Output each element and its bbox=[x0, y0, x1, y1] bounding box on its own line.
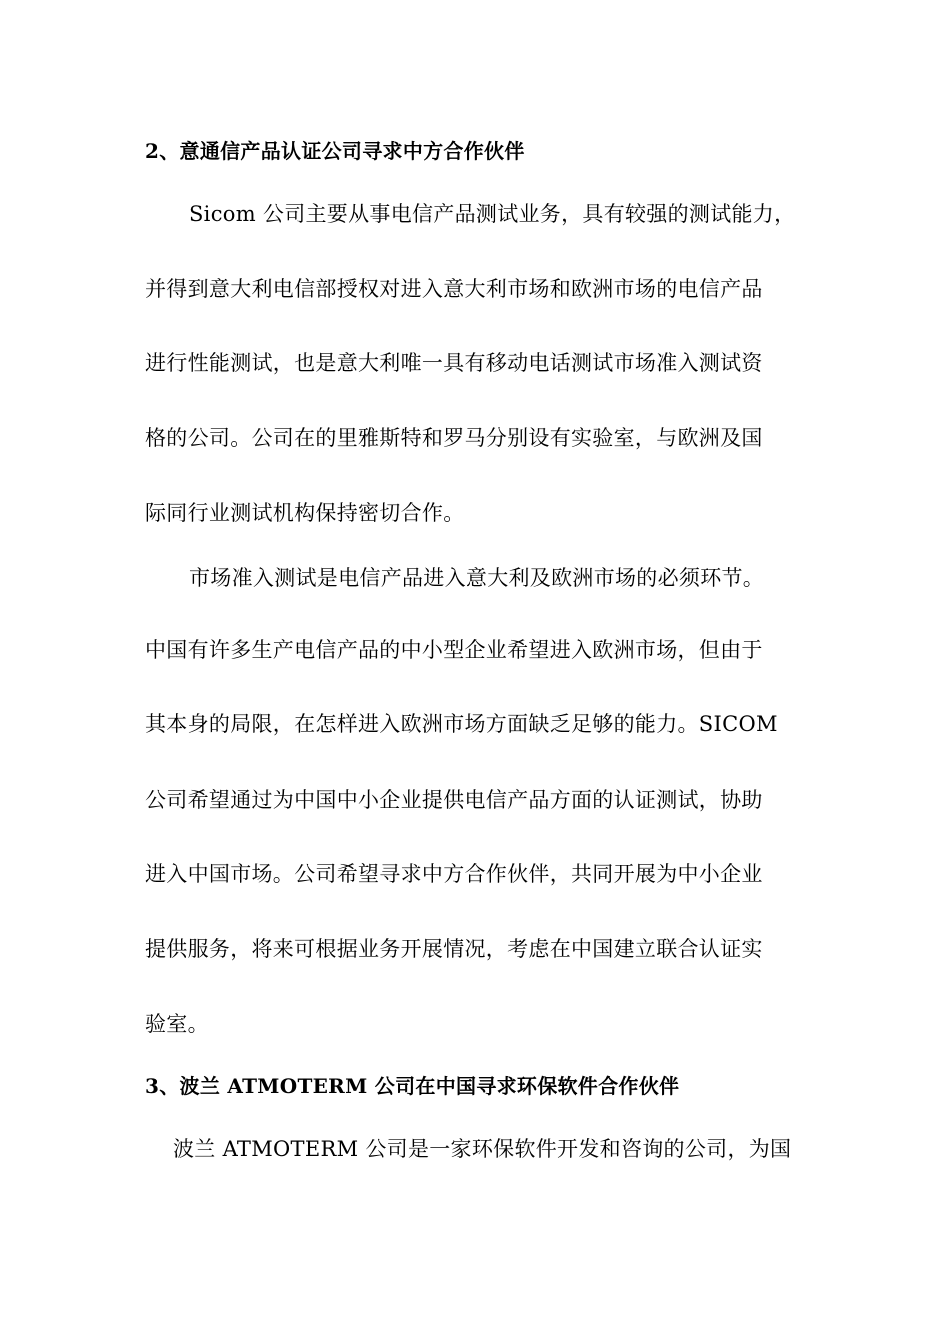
section-heading-3: 3、波兰 ATMOTERM 公司在中国寻求环保软件合作伙伴 bbox=[145, 1074, 680, 1098]
section-heading-2: 2、意通信产品认证公司寻求中方合作伙伴 bbox=[145, 139, 525, 163]
paragraph-line: 提供服务，将来可根据业务开展情况，考虑在中国建立联合认证实 bbox=[145, 937, 763, 961]
paragraph-line: 进行性能测试，也是意大利唯一具有移动电话测试市场准入测试资 bbox=[145, 351, 763, 375]
paragraph-line: 其本身的局限，在怎样进入欧洲市场方面缺乏足够的能力。SICOM bbox=[145, 712, 778, 736]
paragraph-line: 格的公司。公司在的里雅斯特和罗马分别设有实验室，与欧洲及国 bbox=[145, 426, 763, 450]
paragraph-line: 波兰 ATMOTERM 公司是一家环保软件开发和咨询的公司，为国 bbox=[173, 1137, 792, 1161]
paragraph-line: 市场准入测试是电信产品进入意大利及欧洲市场的必须环节。 bbox=[189, 566, 765, 590]
paragraph-line: 验室。 bbox=[145, 1012, 209, 1036]
paragraph-line: 公司希望通过为中国中小企业提供电信产品方面的认证测试，协助 bbox=[145, 788, 763, 812]
paragraph-line: 中国有许多生产电信产品的中小型企业希望进入欧洲市场，但由于 bbox=[145, 638, 763, 662]
paragraph-line: 际同行业测试机构保持密切合作。 bbox=[145, 501, 465, 525]
paragraph-line: 进入中国市场。公司希望寻求中方合作伙伴，共同开展为中小企业 bbox=[145, 862, 763, 886]
paragraph-line: Sicom 公司主要从事电信产品测试业务，具有较强的测试能力， bbox=[189, 202, 796, 226]
paragraph-line: 并得到意大利电信部授权对进入意大利市场和欧洲市场的电信产品 bbox=[145, 277, 763, 301]
